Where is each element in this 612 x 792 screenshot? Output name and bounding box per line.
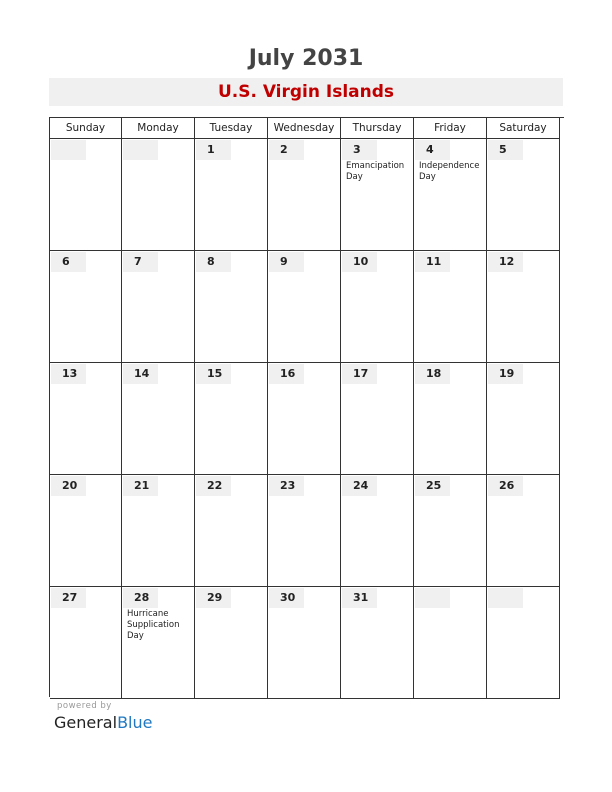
month-title: July 2031 (248, 46, 364, 71)
day-cell (487, 139, 560, 251)
day-number: 15 (196, 364, 231, 384)
day-number: 18 (415, 364, 450, 384)
day-cell (414, 587, 487, 699)
day-number: 25 (415, 476, 450, 496)
weekday-header-row (50, 118, 564, 139)
day-cell (414, 251, 487, 363)
day-number: 31 (342, 588, 377, 608)
holiday-label: Hurricane Supplication Day (127, 609, 180, 641)
day-cell (487, 363, 560, 475)
day-cell (341, 139, 414, 251)
day-cell (268, 363, 341, 475)
day-cell (122, 587, 195, 699)
day-cell (414, 363, 487, 475)
day-cell (414, 139, 487, 251)
week-row (50, 139, 564, 251)
day-cell (487, 475, 560, 587)
day-number: 4 (415, 140, 450, 160)
day-cell (50, 139, 122, 251)
day-number: 12 (488, 252, 523, 272)
day-cell (268, 251, 341, 363)
day-number: 9 (269, 252, 304, 272)
day-number: 24 (342, 476, 377, 496)
day-cell (50, 363, 122, 475)
day-number: 10 (342, 252, 377, 272)
weekday-monday: Monday (122, 118, 195, 139)
day-number: 21 (123, 476, 158, 496)
calendar-grid (49, 117, 564, 697)
day-cell (195, 363, 268, 475)
weekday-thursday: Thursday (341, 118, 414, 139)
day-cell (341, 475, 414, 587)
day-number (51, 140, 86, 160)
day-cell (268, 475, 341, 587)
day-number: 6 (51, 252, 86, 272)
day-cell (341, 587, 414, 699)
day-number: 11 (415, 252, 450, 272)
day-number: 23 (269, 476, 304, 496)
day-number (415, 588, 450, 608)
week-row (50, 587, 564, 699)
day-cell (122, 251, 195, 363)
day-cell (195, 475, 268, 587)
day-number: 13 (51, 364, 86, 384)
day-cell (268, 139, 341, 251)
day-number: 7 (123, 252, 158, 272)
day-number: 26 (488, 476, 523, 496)
day-number: 5 (488, 140, 523, 160)
powered-by-label: powered by (57, 701, 112, 711)
day-number: 29 (196, 588, 231, 608)
day-cell (341, 251, 414, 363)
day-number (488, 588, 523, 608)
weekday-tuesday: Tuesday (195, 118, 268, 139)
day-number (123, 140, 158, 160)
day-number: 14 (123, 364, 158, 384)
day-number: 2 (269, 140, 304, 160)
day-cell (122, 139, 195, 251)
generalblue-logo (54, 713, 152, 732)
day-cell (195, 139, 268, 251)
day-cell (50, 587, 122, 699)
day-number: 16 (269, 364, 304, 384)
day-cell (50, 475, 122, 587)
day-cell (414, 475, 487, 587)
day-number: 8 (196, 252, 231, 272)
day-cell (341, 363, 414, 475)
day-cell (195, 587, 268, 699)
day-number: 30 (269, 588, 304, 608)
day-cell (487, 251, 560, 363)
day-number: 27 (51, 588, 86, 608)
day-cell (268, 587, 341, 699)
day-number: 3 (342, 140, 377, 160)
week-row (50, 475, 564, 587)
region-title: U.S. Virgin Islands (49, 78, 563, 106)
day-cell (50, 251, 122, 363)
day-cell (122, 363, 195, 475)
weekday-wednesday: Wednesday (268, 118, 341, 139)
weekday-saturday: Saturday (487, 118, 560, 139)
day-number: 19 (488, 364, 523, 384)
weeks-container (50, 139, 564, 699)
day-number: 20 (51, 476, 86, 496)
holiday-label: Emancipation Day (346, 161, 405, 182)
day-number: 17 (342, 364, 377, 384)
day-number: 1 (196, 140, 231, 160)
week-row (50, 363, 564, 475)
day-cell (122, 475, 195, 587)
weekday-sunday: Sunday (50, 118, 122, 139)
brand-general: General (54, 713, 118, 732)
holiday-label: Independence Day (419, 161, 480, 182)
day-cell (487, 587, 560, 699)
day-number: 22 (196, 476, 231, 496)
week-row (50, 251, 564, 363)
day-cell (195, 251, 268, 363)
weekday-friday: Friday (414, 118, 487, 139)
brand-blue: Blue (117, 713, 153, 732)
day-number: 28 (123, 588, 158, 608)
